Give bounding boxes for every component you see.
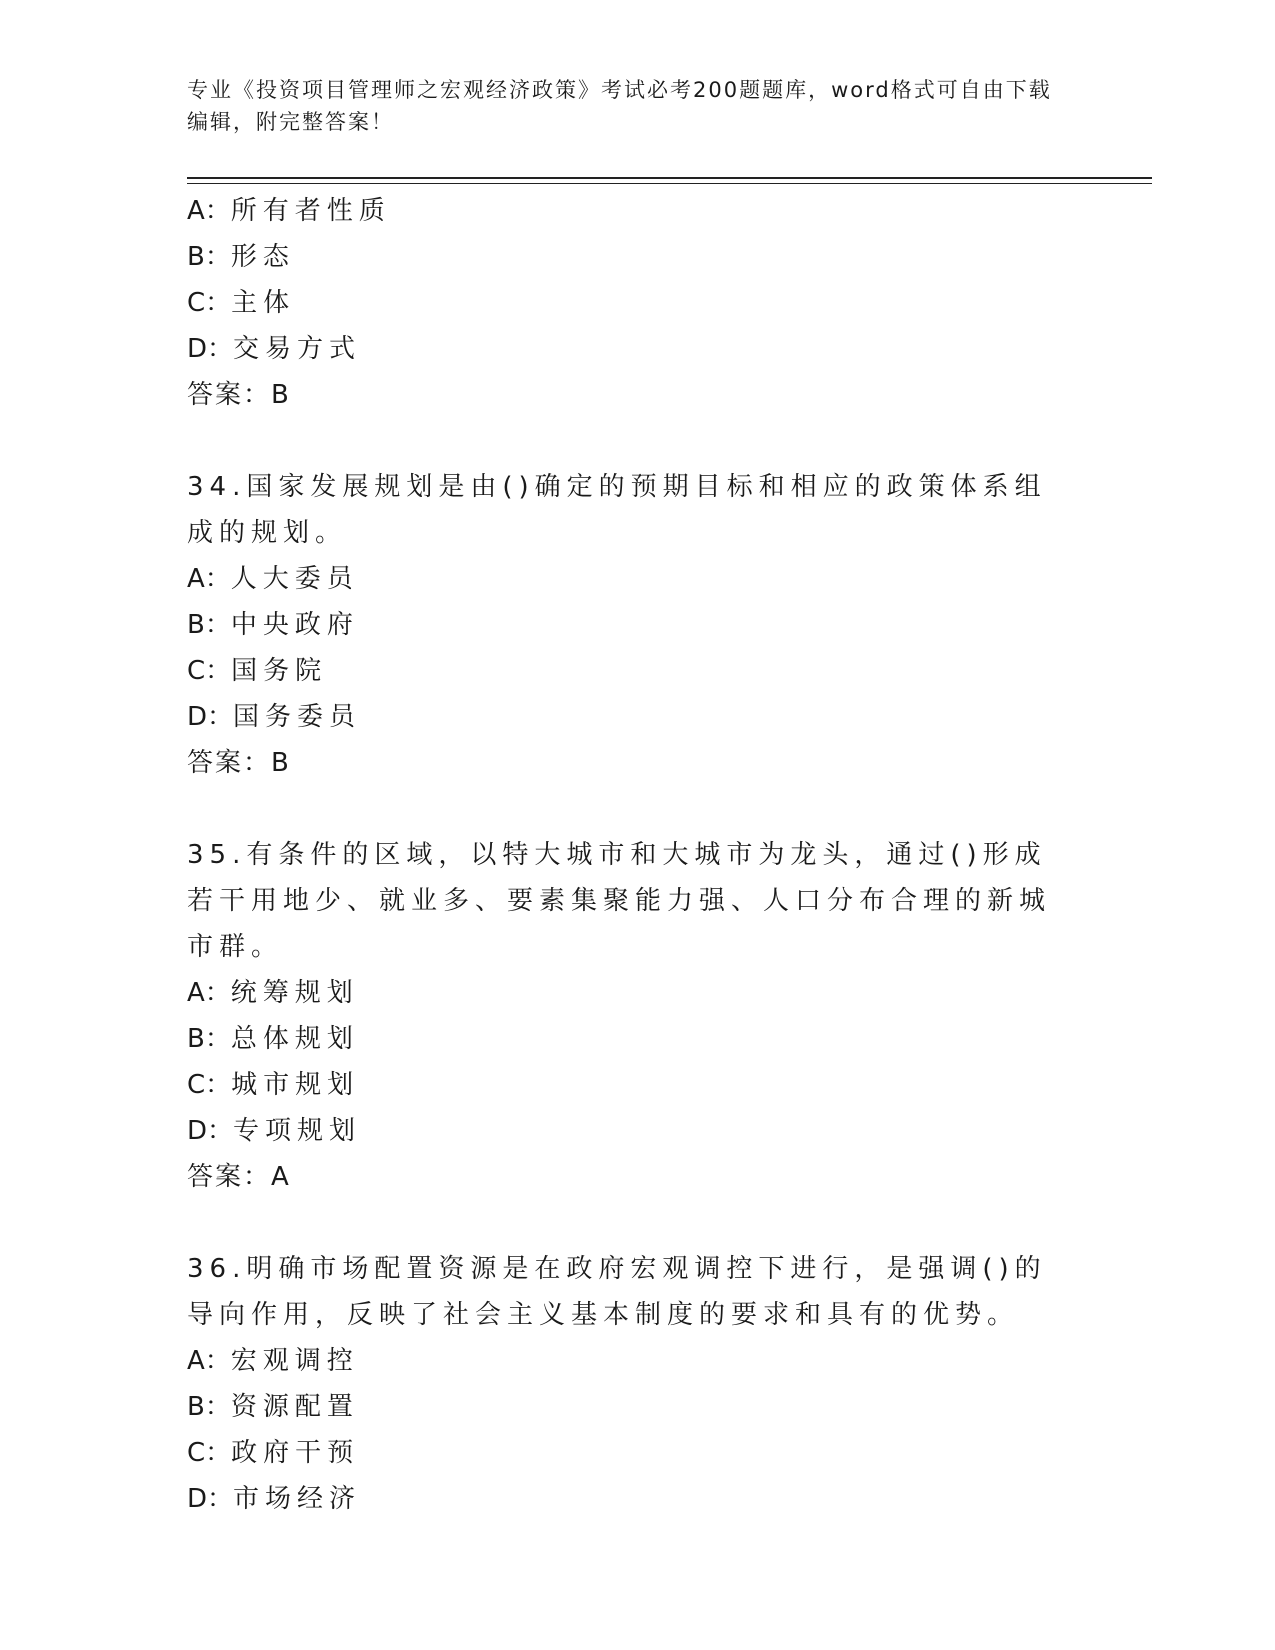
option-b: B：中央政府 — [187, 610, 359, 640]
header-rule-thin — [187, 183, 1152, 184]
question-text: 34.国家发展规划是由()确定的预期目标和相应的政策体系组成的规划。 — [187, 472, 1047, 548]
option-d: D：交易方式 — [187, 334, 362, 364]
question-list — [187, 188, 1087, 1522]
answer-line: 答案：A — [187, 1162, 291, 1192]
option-b: B：资源配置 — [187, 1392, 359, 1422]
question-block-33 — [187, 188, 1087, 418]
option-a: A：人大委员 — [187, 564, 359, 594]
option-d: D：专项规划 — [187, 1116, 362, 1146]
option-b: B：形态 — [187, 242, 295, 272]
option-d: D：国务委员 — [187, 702, 362, 732]
option-b: B：总体规划 — [187, 1024, 359, 1054]
answer-line: 答案：B — [187, 380, 291, 410]
question-block-36 — [187, 1246, 1087, 1522]
option-a: A：统筹规划 — [187, 978, 359, 1008]
question-text: 35.有条件的区域，以特大城市和大城市为龙头，通过()形成若干用地少、就业多、要素集聚能力强、人口分布合理的新城市群。 — [187, 840, 1052, 962]
document-header: 专业《投资项目管理师之宏观经济政策》考试必考200题题库，word格式可自由下载编辑，附完整答案！ — [187, 78, 1052, 134]
question-text: 36.明确市场配置资源是在政府宏观调控下进行，是强调()的导向作用，反映了社会主义基本制度的要求和具有的优势。 — [187, 1254, 1047, 1330]
option-c: C：城市规划 — [187, 1070, 360, 1100]
option-d: D：市场经济 — [187, 1484, 362, 1514]
header-rule-thick — [187, 177, 1152, 179]
answer-line: 答案：B — [187, 748, 291, 778]
question-block-35 — [187, 832, 1087, 1200]
option-a: A：宏观调控 — [187, 1346, 359, 1376]
option-c: C：政府干预 — [187, 1438, 360, 1468]
question-block-34 — [187, 464, 1087, 786]
option-a: A：所有者性质 — [187, 196, 391, 226]
option-c: C：主体 — [187, 288, 296, 318]
option-c: C：国务院 — [187, 656, 328, 686]
